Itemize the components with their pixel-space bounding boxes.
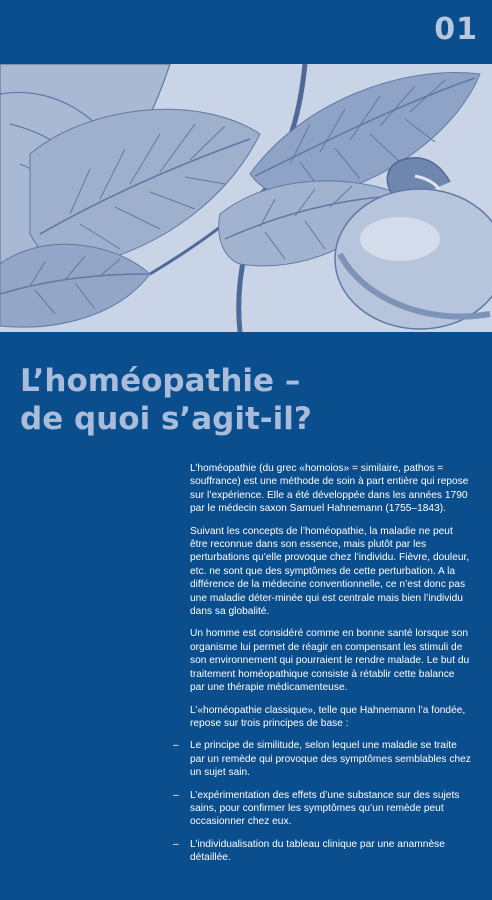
paragraph-concepts: Suivant les concepts de l’homéopathie, la maladie ne peut être reconnue dans son essence, mais plutôt par les perturbations qu’elle provoque chez l’individu. Fièvre, douleur, etc. ne sont que des symptômes de cette perturbation. A la différence de la médecine conventionnelle, ce n’est donc pas une maladie déter-minée qui est centrale mais bien l’individu dans sa globalité.: [190, 525, 470, 618]
bullet-dash: –: [173, 740, 179, 752]
list-item: [173, 739, 472, 779]
paragraph-health: Un homme est considéré comme en bonne santé lorsque son organisme lui permet de réagir en compensant les stimuli de son environnement qui pourraient le rendre malade. Le but du traitement homéopathique consiste à rétablir cette balance par une thérapie médicamenteuse.: [190, 628, 470, 694]
header-bar: [0, 0, 492, 64]
list-item: [173, 838, 472, 865]
page-title-line-2: de quoi s’agit-il?: [20, 401, 312, 437]
page-title-line-1: L’homéopathie –: [20, 363, 301, 399]
article-body: [173, 462, 472, 874]
paragraph-principles-intro: L’«homéopathie classique», telle que Hahnemann l’a fondée, repose sur trois principes de base :: [190, 704, 466, 729]
bullet-dash: –: [173, 789, 179, 801]
list-item-text: Le principe de similitude, selon lequel une maladie se traite par un remède qui provoque des symptômes semblables chez un sujet sain.: [190, 740, 471, 779]
botanical-illustration: [0, 64, 492, 332]
bullet-dash: –: [173, 838, 179, 850]
paragraph-definition: L’homéopathie (du grec «homoios» = similaire, pathos = souffrance) est une méthode de soin à part entière qui repose sur l’expérience. Elle a été développée dans les années 1790 par le médecin saxon Samuel Hahnemann (1755–1843).: [190, 463, 469, 515]
page-number: 01: [434, 12, 478, 47]
principles-list: [173, 739, 472, 864]
list-item-text: L’individualisation du tableau clinique par une anamnèse détaillée.: [190, 838, 445, 864]
botanical-leaf-fruit-illustration: [0, 64, 492, 332]
list-item-text: L’expérimentation des effets d’une substance sur des sujets sains, pour confirmer les symptômes qu’un remède peut occasionner chez eux.: [190, 789, 460, 828]
list-item: [173, 789, 472, 829]
page-title: [20, 362, 480, 438]
